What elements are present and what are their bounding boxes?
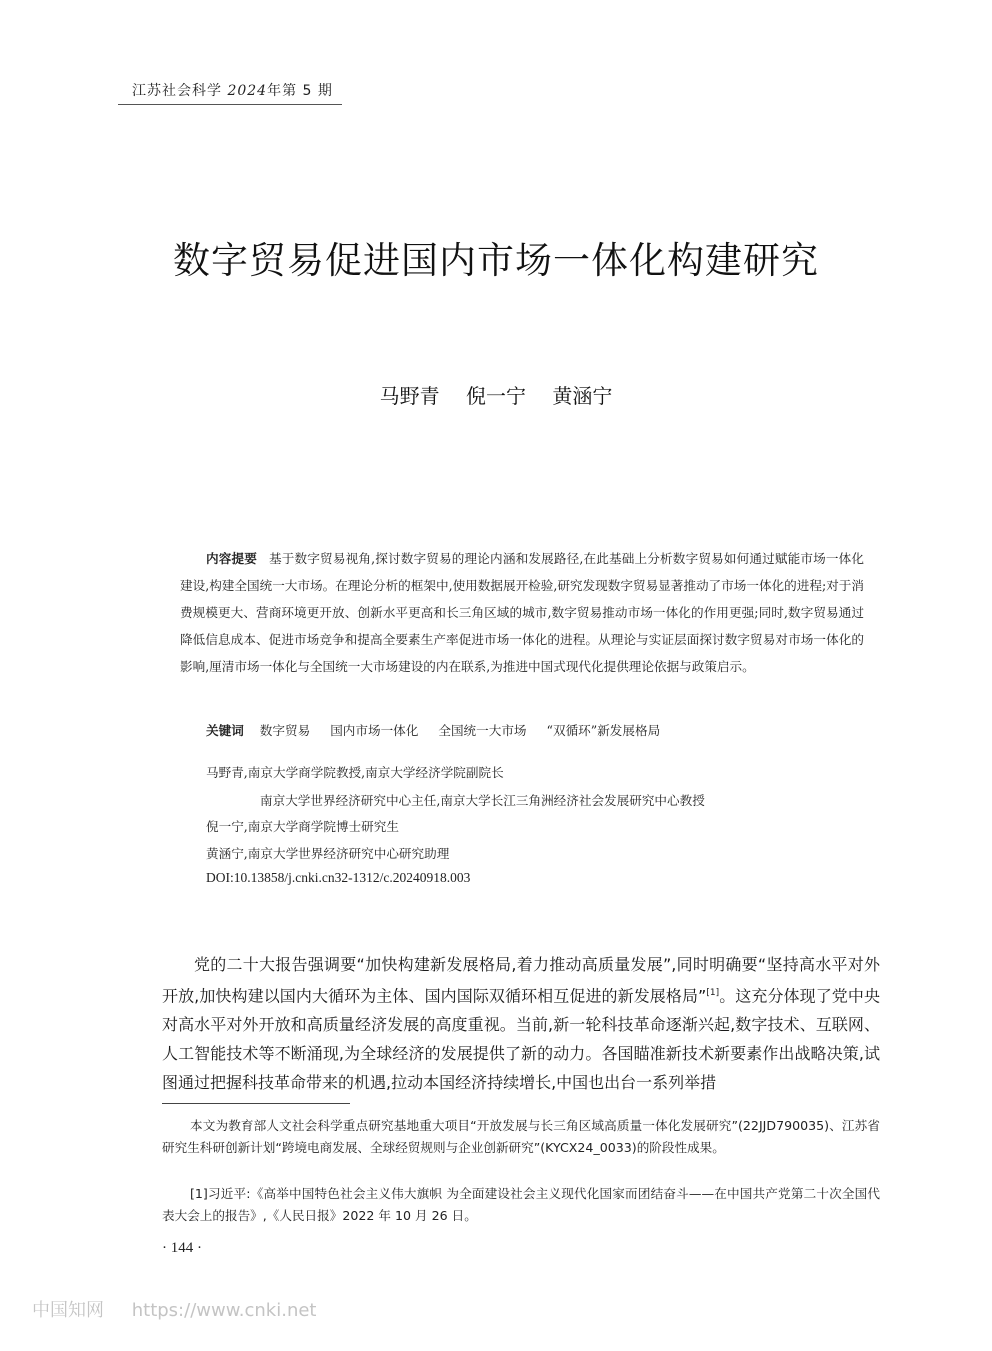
journal-issue: 年第 5 期 [267, 83, 333, 99]
keywords [206, 720, 866, 739]
watermark [32, 1296, 316, 1322]
keyword: 数字贸易 [259, 723, 311, 738]
journal-name: 江苏社会科学 [132, 83, 222, 99]
keyword: 国内市场一体化 [330, 723, 419, 738]
affiliation-line: 南京大学世界经济研究中心主任,南京大学长江三角洲经济社会发展研究中心教授 [260, 793, 705, 808]
affiliation-line: 黄涵宁,南京大学世界经济研究中心研究助理 [206, 846, 450, 861]
article-title: 数字贸易促进国内市场一体化构建研究 [173, 239, 819, 282]
keywords-label: 关键词 [206, 723, 244, 738]
abstract-label: 内容提要 [206, 551, 258, 566]
citation-marker: [1] [706, 988, 720, 998]
footnote-reference: [1]习近平:《高举中国特色社会主义伟大旗帜 为全面建设社会主义现代化国家而团结奋斗——在中国共产党第二十次全国代表大会上的报告》,《人民日报》2022 年 10 月 26 日。 [162, 1186, 880, 1223]
author-name: 马野青 [379, 384, 440, 408]
author-name: 黄涵宁 [552, 384, 613, 408]
journal-header [132, 80, 333, 100]
keyword: “双循环”新发展格局 [546, 723, 661, 738]
journal-year: 2024 [227, 83, 268, 99]
watermark-brand: 中国知网 [32, 1300, 104, 1321]
abstract-text: 基于数字贸易视角,探讨数字贸易的理论内涵和发展路径,在此基础上分析数字贸易如何通过赋能市场一体化建设,构建全国统一大市场。在理论分析的框架中,使用数据展开检验,研究发现数字贸易显著推动了市场一体化的进程;对于消费规模更大、营商环境更开放、创新水平更高和长三角区域的城市,数字贸易推动市场一体化的作用更强;同时,数字贸易通过降低信息成本、促进市场竞争和提高全要素生产率促进市场一体化的进程。从理论与实证层面探讨数字贸易对市场一体化的影响,厘清市场一体化与全国统一大市场建设的内在联系,为推进中国式现代化提供理论依据与政策启示。 [180, 551, 864, 674]
footnote-funding: 本文为教育部人文社会科学重点研究基地重大项目“开放发展与长三角区域高质量一体化发展研究”(22JJD790035)、江苏省研究生科研创新计划“跨境电商发展、全球经贸规则与企业创新研究”(KYCX24_0033)的阶段性成果。 [162, 1118, 880, 1155]
abstract [180, 545, 864, 680]
page-number: · 144 · [162, 1240, 202, 1256]
footnote-rule [162, 1103, 350, 1104]
author-name: 倪一宁 [466, 384, 526, 408]
affiliation-line: 马野青,南京大学商学院教授,南京大学经济学院副院长 [206, 765, 504, 780]
body-text-part: 党的二十大报告强调要“加快构建新发展格局,着力推动高质量发展”,同时明确要“坚持高水平对外开放,加快构建以国内大循环为主体、国内国际双循环相互促进的新发展格局” [162, 955, 880, 1006]
doi: DOI:10.13858/j.cnki.cn32-1312/c.20240918.003 [206, 870, 471, 885]
body-paragraph [162, 950, 880, 1097]
keyword: 全国统一大市场 [438, 723, 527, 738]
author-list [0, 380, 992, 409]
header-rule [118, 104, 342, 105]
watermark-url: https://www.cnki.net [131, 1300, 317, 1321]
body-text-part: 。这充分体现了党中央对高水平对外开放和高质量经济发展的高度重视。当前,新一轮科技革命逐渐兴起,数字技术、互联网、人工智能技术等不断涌现,为全球经济的发展提供了新的动力。各国瞄准新技术新要素作出战略决策,试图通过把握科技革命带来的机遇,拉动本国经济持续增长,中国也出台一系列举措 [162, 986, 880, 1093]
affiliation-line: 倪一宁,南京大学商学院博士研究生 [206, 819, 399, 834]
